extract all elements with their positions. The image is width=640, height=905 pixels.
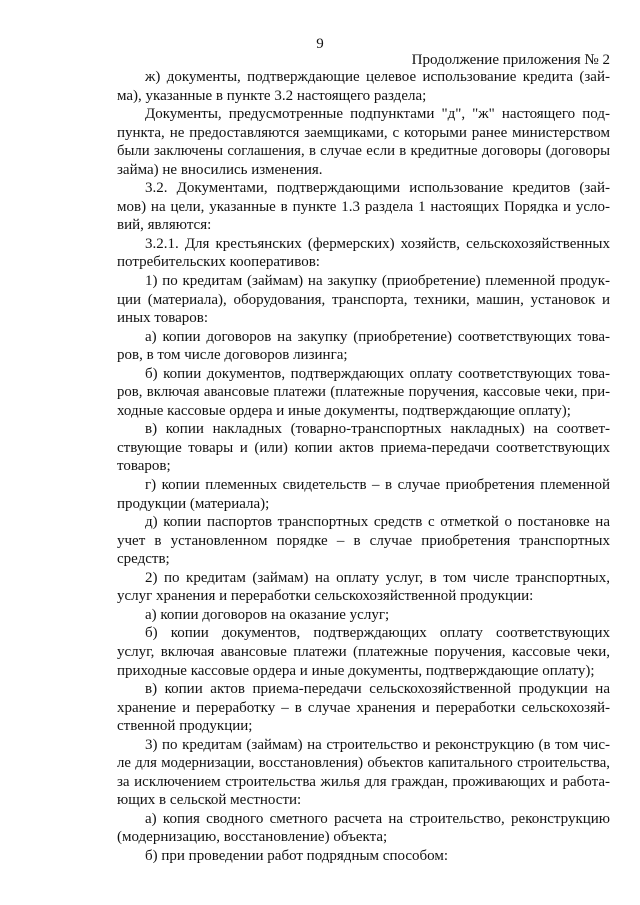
text-line: 1) по кредитам (займам) на закупку (приобретение) племенной продук- — [145, 273, 610, 290]
text-line: займа) не вносились изменения. — [117, 161, 323, 178]
text-line: ле для модернизации, восстановления) объектов капитального строительства, — [117, 755, 610, 772]
text-line: ственной продукции; — [117, 718, 253, 735]
text-line: (модернизацию, восстановление) объекта; — [117, 829, 388, 846]
text-line: хранение и переработку – в случае хранения и переработки сельскохозяй- — [117, 699, 610, 716]
text-line: в) копии накладных (товарно-транспортных накладных) на соответ- — [145, 421, 610, 438]
text-line: ров, в том числе договоров лизинга; — [117, 347, 348, 364]
text-line: а) копии договоров на закупку (приобретение) соответствующих това- — [145, 328, 610, 345]
text-line: потребительских кооперативов: — [117, 254, 320, 271]
text-line: 3.2.1. Для крестьянских (фермерских) хозяйств, сельскохозяйственных — [145, 235, 610, 252]
document-body — [117, 68, 610, 866]
text-line: ж) документы, подтверждающие целевое использование кредита (зай- — [145, 69, 610, 85]
text-line: ции (материала), оборудования, транспорта, техники, машин, установок и — [117, 291, 610, 308]
text-line: приходные кассовые ордера и иные документы, подтверждающие оплату); — [117, 662, 595, 679]
text-line: в) копии актов приема-передачи сельскохозяйственной продукции на — [145, 681, 610, 698]
text-line: пункта, не предоставляются заемщиками, с которыми ранее министерством — [117, 124, 610, 141]
text-line: иных товаров: — [117, 310, 209, 327]
page-number: 9 — [316, 36, 324, 52]
text-line: товаров; — [117, 458, 171, 475]
text-line: а) копия сводного сметного расчета на строительство, реконструкцию — [145, 810, 610, 827]
text-line: ющих в сельской местности: — [117, 792, 302, 809]
text-line: 2) по кредитам (займам) на оплату услуг, в том числе транспортных, — [145, 569, 610, 586]
text-line: ров, включая авансовые платежи (платежные поручения, кассовые чеки, при- — [117, 384, 610, 401]
text-line: за исключением строительства жилья для граждан, проживающих и работа- — [117, 773, 610, 790]
text-line: услуг, включая авансовые платежи (платежные поручения, кассовые чеки, — [117, 643, 610, 660]
text-line: б) копии документов, подтверждающих оплату соответствующих това- — [145, 365, 610, 382]
text-line: услуг хранения и переработки сельскохозяйственной продукции: — [117, 588, 534, 605]
text-line: а) копии договоров на оказание услуг; — [145, 606, 390, 623]
text-line: д) копии паспортов транспортных средств с отметкой о постановке на — [145, 514, 610, 531]
text-line: средств; — [117, 551, 170, 568]
text-line: 3) по кредитам (займам) на строительство и реконструкцию (в том чис- — [145, 736, 610, 753]
text-line: Документы, предусмотренные подпунктами "д", "ж" настоящего под- — [145, 106, 610, 123]
text-line: г) копии племенных свидетельств – в случае приобретения племенной — [145, 477, 610, 494]
text-line: 3.2. Документами, подтверждающими использование кредитов (зай- — [145, 180, 610, 197]
text-line: продукции (материала); — [117, 495, 270, 512]
text-line: были заключены соглашения, в случае если в кредитные договоры (договоры — [117, 143, 610, 160]
text-line: мов) на цели, указанные в пункте 1.3 раздела 1 настоящих Порядка и усло- — [117, 198, 610, 215]
text-line: ходные кассовые ордера и иные документы, подтверждающие оплату); — [117, 402, 571, 419]
text-line: учет в установленном порядке – в случае приобретения транспортных — [117, 532, 610, 549]
text-line: б) копии документов, подтверждающих оплату соответствующих — [145, 625, 610, 642]
text-line: вий, являются: — [117, 217, 212, 234]
text-line: ствующие товары и (или) копии актов приема-передачи соответствующих — [117, 439, 610, 456]
text-line: б) при проведении работ подрядным способом: — [145, 847, 449, 864]
appendix-continuation-note: Продолжение приложения № 2 — [411, 52, 610, 68]
text-line: ма), указанные в пункте 3.2 настоящего раздела; — [117, 87, 427, 104]
